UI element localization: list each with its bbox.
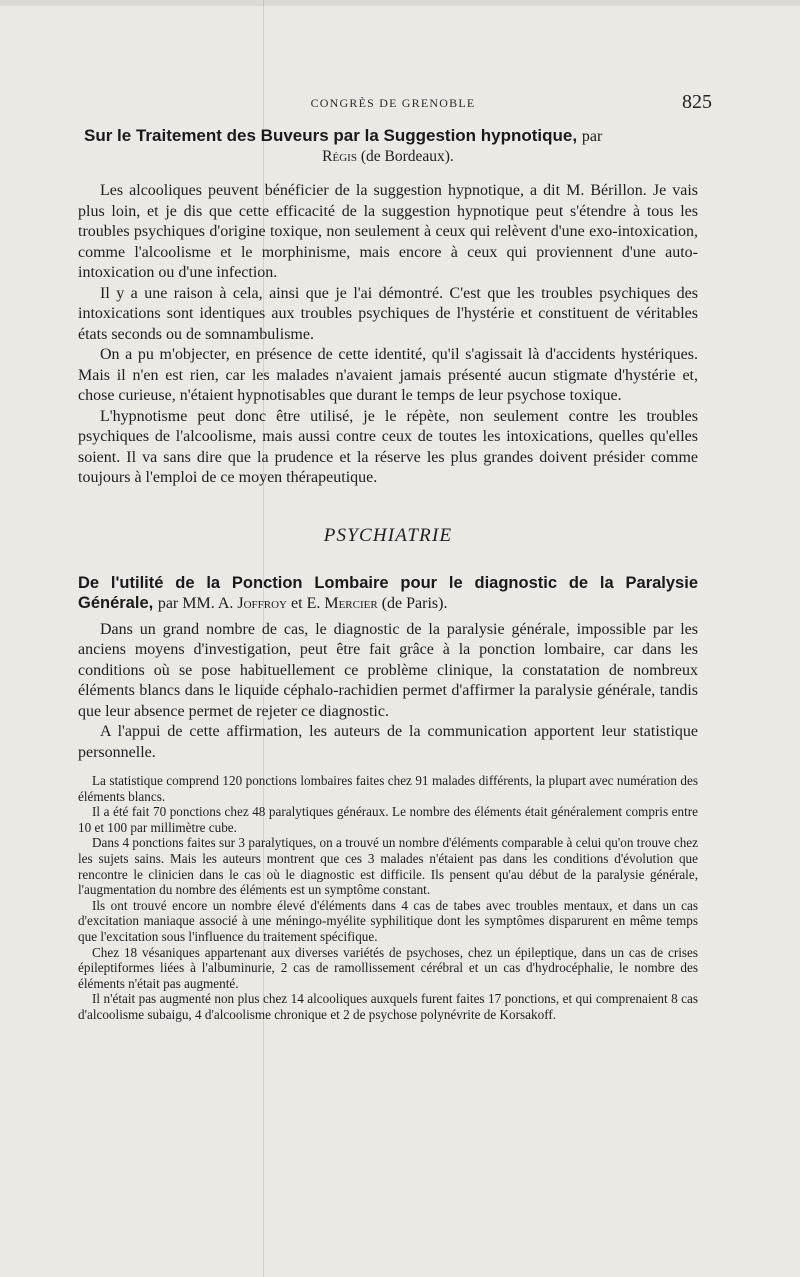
article1-heading (78, 126, 698, 147)
article1-author-line (78, 147, 698, 167)
article1-paragraph: On a pu m'objecter, en présence de cette identité, qu'il s'agissait là d'accidents hystériques. Mais il n'en est rien, car les malades n'avaient jamais présenté aucun stigmate d'hystérie et, chose curieuse, n'étaient hypnotisables que durant le temps de leur psychose toxique. (78, 346, 698, 404)
article2-authors (158, 595, 448, 612)
article2-author-mid: et E. (291, 594, 321, 612)
running-head-title: CONGRÈS DE GRENOBLE (310, 96, 476, 110)
article1-paragraph: Il y a une raison à cela, ainsi que je l'ai démontré. C'est que les troubles psychiques des intoxications sont identiques aux troubles psychiques de l'hystérie et constituent de véritables états seconds ou de somnambulisme. (78, 284, 698, 343)
article2-heading (78, 573, 698, 614)
article1-paragraph: L'hypnotisme peut donc être utilisé, je le répète, non seulement contre les troubles psychiques de l'alcoolisme, mais aussi contre ceux de toutes les intoxications, quelles qu'elles soient. Il va sans dire que la prudence et la réserve les plus grandes doivent présider comme toujours à l'emploi de ce moyen thérapeutique. (78, 407, 698, 486)
article2-author-prefix: par MM. A. (157, 594, 234, 612)
running-head (78, 91, 712, 116)
statistics-paragraph: Chez 18 vésaniques appartenant aux diverses variétés de psychoses, chez un épileptique, dans un cas de crises épileptiformes liées à l'albuminurie, 2 cas de ramollissement cérébral et un cas d'hydrocéphalie, le nombre des éléments n'était pas augmenté. (78, 944, 698, 991)
article1-body (78, 181, 698, 489)
article2-title: De l'utilité de la Ponction Lombaire pour le diagnostic de la Paralysie Générale, (78, 573, 698, 612)
article1-paragraph: Les alcooliques peuvent bénéficier de la suggestion hypnotique, a dit M. Bérillon. Je vais plus loin, et je dis que cette efficacité de la suggestion hypnotique peut s'étendre à tous les troubles psychiques d'origine toxique, non seulement à ceux qui relèvent d'une exo-intoxication, comme l'alcoolisme et le morphinisme, mais encore à ceux qui proviennent d'une auto-intoxication ou d'une infection. (78, 182, 698, 281)
statistics-paragraph: Il n'était pas augmenté non plus chez 14 alcooliques auxquels furent faites 17 ponctions, et qui comprenaient 8 cas d'alcoolisme subaigu, 4 d'alcoolisme chronique et 2 de psychose polynévrite de Korsakoff. (78, 991, 698, 1022)
article2-statistics (78, 773, 698, 1023)
section-title: PSYCHIATRIE (323, 524, 453, 546)
article2-body (78, 620, 698, 764)
scan-edge (0, 0, 800, 6)
article2-author2: Mercier (324, 594, 378, 612)
statistics-paragraph: Dans 4 ponctions faites sur 3 paralytiques, on a trouvé un nombre d'éléments comparable à celui qu'on trouve chez les sujets sains. Mais les auteurs montrent que ces 3 malades n'étaient pas dans les conditions d'évolution que rencontre le clinicien dans le cas où le diagnostic est difficile. Ils pensent qu'au début de la paralysie générale, l'augmentation du nombre des éléments est un symptôme constant. (78, 835, 698, 898)
article2-author1: Joffroy (237, 594, 288, 612)
article1-author-place: (de Bordeaux). (360, 148, 454, 165)
article2-paragraph: Dans un grand nombre de cas, le diagnostic de la paralysie générale, impossible par les anciens moyens d'investigation, peut être fait grâce à la ponction lombaire, car dans les conditions où se pose habituellement ce problème clinique, la constatation de nombreux éléments blancs dans le liquide céphalo-rachidien permet d'affirmer la paralysie générale, tandis que leur absence permet de rejeter ce diagnostic. (78, 620, 698, 720)
article1-author-name: Régis (322, 148, 357, 165)
statistics-paragraph: Il a été fait 70 ponctions chez 48 paralytiques généraux. Le nombre des éléments était généralement compris entre 10 et 100 par millimètre cube. (78, 804, 698, 835)
article1-author-par: par (581, 128, 603, 145)
page-content (78, 126, 698, 1023)
article2-paragraph: A l'appui de cette affirmation, les auteurs de la communication apportent leur statistique personnelle. (78, 723, 698, 761)
statistics-paragraph: La statistique comprend 120 ponctions lombaires faites chez 91 malades différents, la plupart avec numération des éléments blancs. (78, 773, 698, 804)
page-number: 825 (682, 91, 712, 113)
article2-author-place: (de Paris). (381, 594, 448, 612)
article1-title: Sur le Traitement des Buveurs par la Suggestion hypnotique, (84, 126, 578, 145)
statistics-paragraph: Ils ont trouvé encore un nombre élevé d'éléments dans 4 cas de tabes avec troubles mentaux, et dans un cas d'excitation maniaque associé à une méningo-myélite syphilitique dont les symptômes disparurent en même temps que l'excitation sous l'influence du traitement spécifique. (78, 897, 698, 944)
